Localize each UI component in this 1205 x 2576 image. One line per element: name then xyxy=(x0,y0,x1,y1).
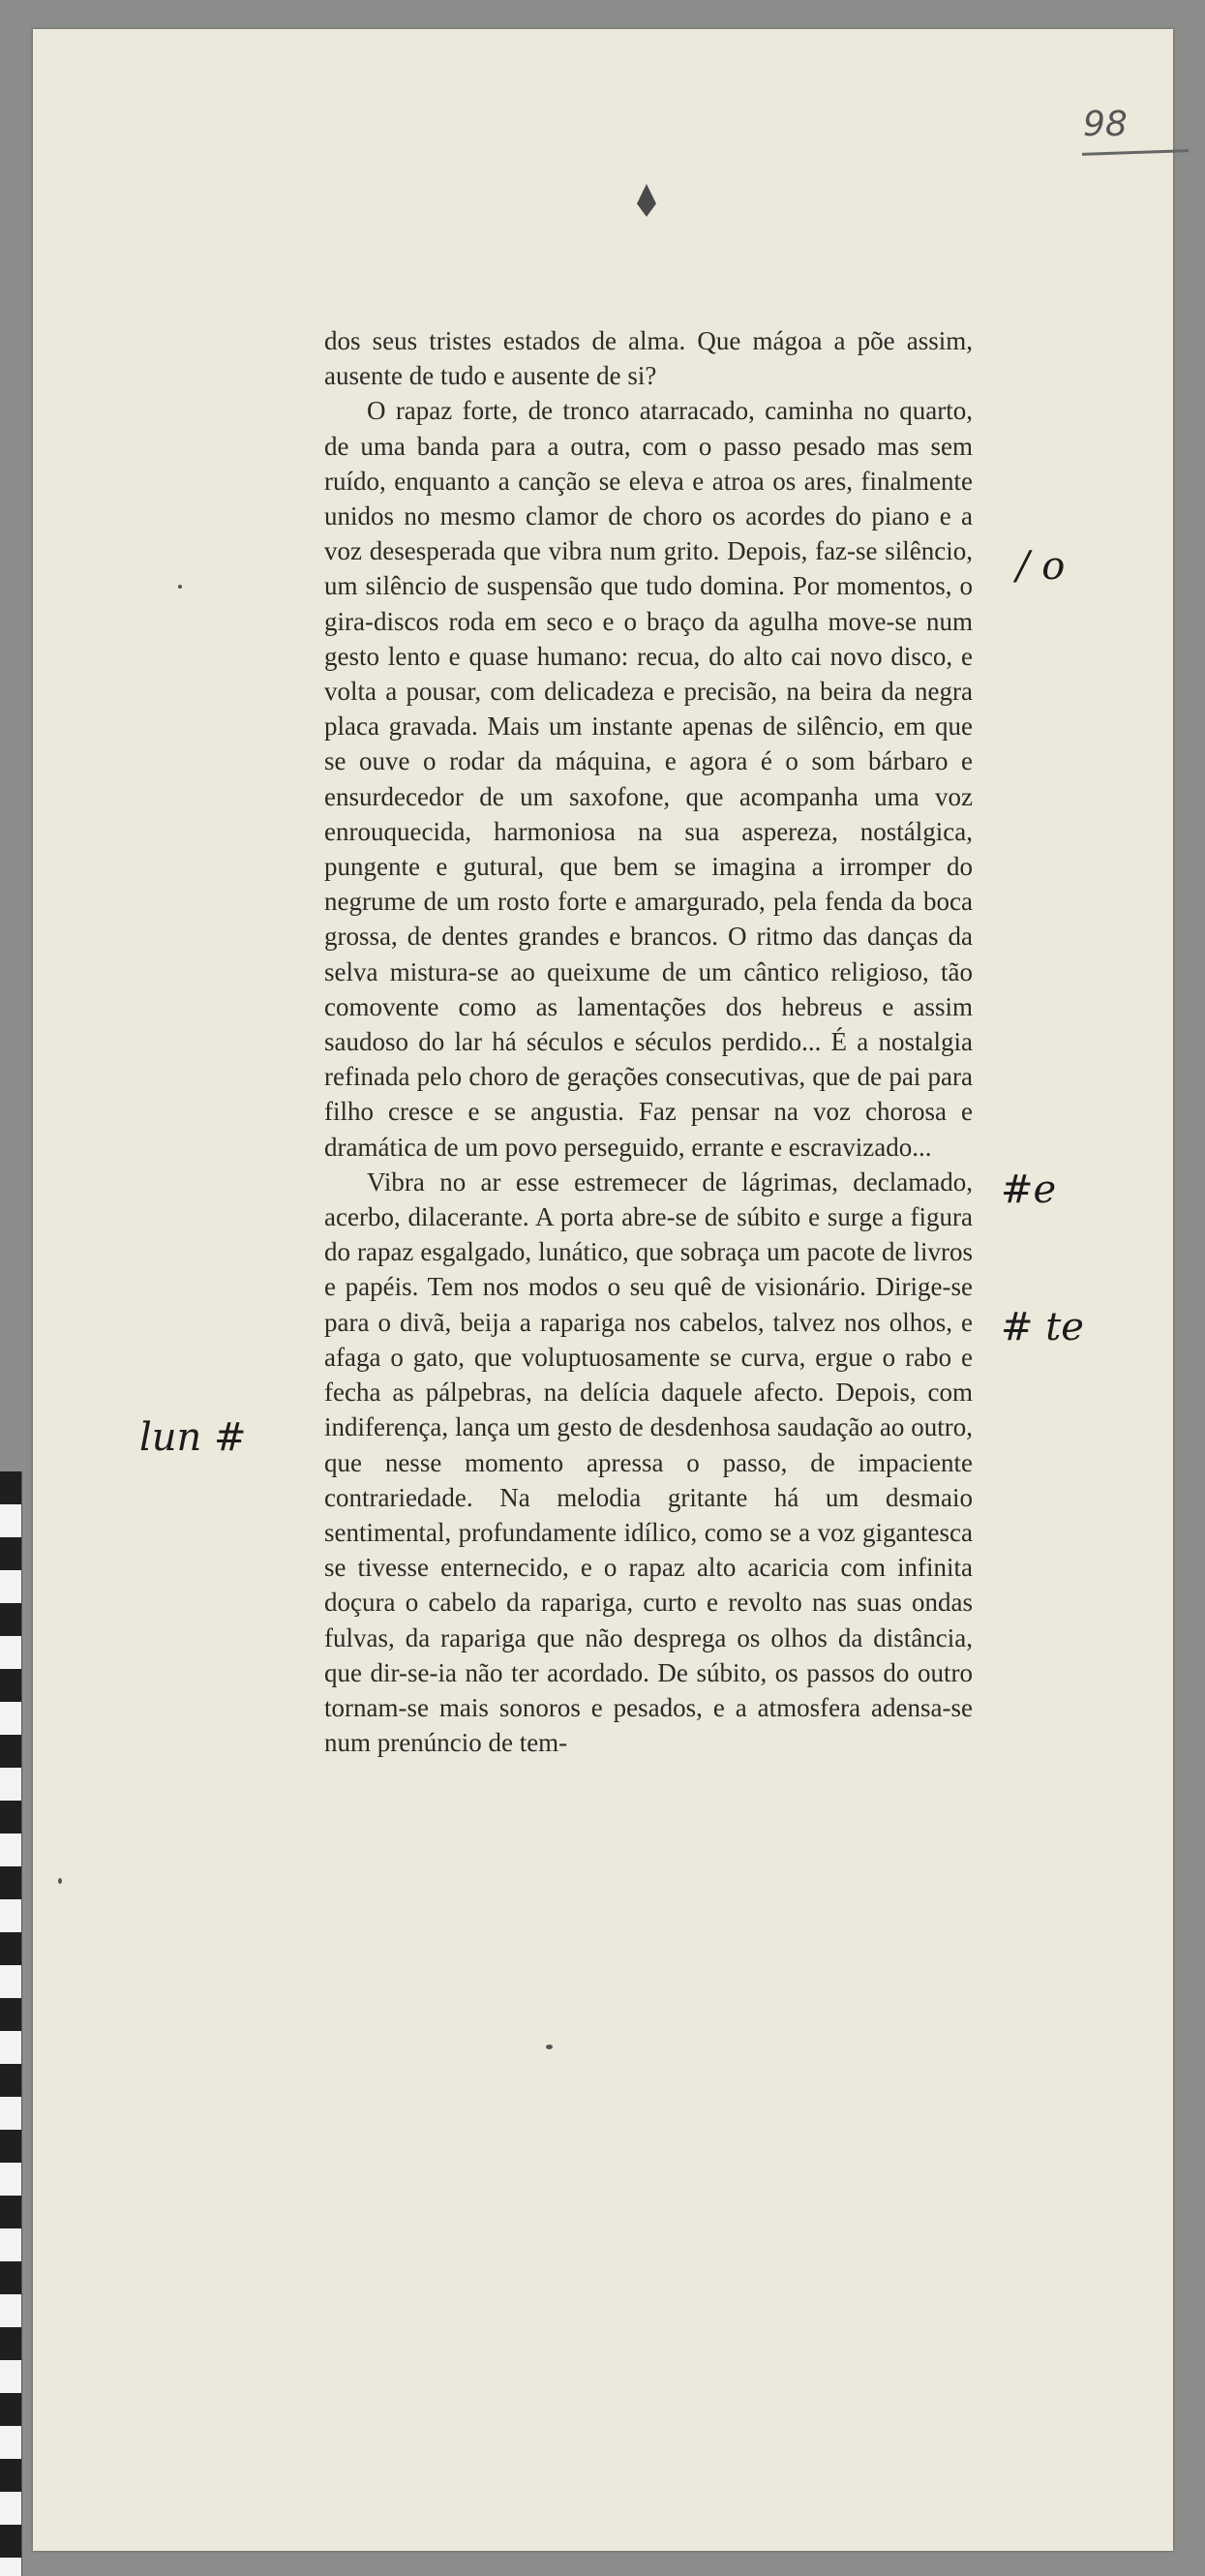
paragraph-1: dos seus tristes estados de alma. Que mágoa a põe assim, ausente de tudo e ausente de si? xyxy=(324,326,973,391)
paper-speck xyxy=(178,585,182,589)
margin-note-2: #e xyxy=(1001,1167,1057,1212)
page-number-underline xyxy=(1082,149,1189,156)
page-number: 98 xyxy=(1083,105,1128,144)
paper-speck xyxy=(58,1878,62,1884)
paragraph-2: O rapaz forte, de tronco atarracado, caminha no quarto, de uma banda para a outra, com o passo pesado mas sem ruído, enquanto a canção se eleva e atroa os ares, finalmente unidos no mesmo clamor de choro os acordes do piano e a voz desesperada que vibra num grito. Depois, faz-se silêncio, um silêncio de suspensão que tudo domina. Por momentos, o gira-discos roda em seco e o braço da agulha move-se num gesto lento e quase humano: recua, do alto cai novo disco, e volta a pousar, com delicadeza e precisão, na beira da negra placa gravada. Mais um instante apenas de silêncio, em que se ouve o rodar da máquina, e agora é o som bárbaro e ensurdecedor de um saxofone, que acompanha uma voz enrouquecida, harmoniosa na sua aspereza, nostálgica, pungente e gutural, que bem se imagina a irromper do negrume de um rosto forte e amargurado, pela fenda da boca grossa, de dentes grandes e brancos. O ritmo das danças da selva mistura-se ao queixume de um cântico religioso, tão comovente como as lamentações dos hebreus e assim saudoso do lar há séculos e séculos perdido... É a nostalgia refinada pelo choro de gerações consecutivas, que de pai para filho cresce e se angustia. Faz pensar na voz chorosa e dramática de um povo perseguido, errante e escravizado... xyxy=(324,396,973,1162)
margin-note-4: lun # xyxy=(139,1415,247,1460)
document-page xyxy=(33,29,1173,2551)
margin-note-3: # te xyxy=(1001,1305,1084,1349)
punch-mark-icon xyxy=(637,184,656,217)
margin-note-1: / o xyxy=(1016,544,1066,589)
body-text xyxy=(324,323,973,1760)
paper-speck xyxy=(546,2045,553,2049)
scale-ruler xyxy=(0,1471,22,2576)
paragraph-3: Vibra no ar esse estremecer de lágrimas, declamado, acerbo, dilacerante. A porta abre-se de súbito e surge a figura do rapaz esgalgado, lunático, que sobraça um pacote de livros e papéis. Tem nos modos o seu quê de visionário. Dirige-se para o divã, beija a rapariga nos cabelos, talvez nos olhos, e afaga o gato, que voluptuosamente se curva, ergue o rabo e fecha as pálpebras, na delícia daquele afecto. Depois, com indiferença, lança um gesto de desdenhosa saudação ao outro, que nesse momento apressa o passo, de impaciente contrariedade. Na melodia gritante há um desmaio sentimental, profundamente idílico, como se a voz gigantesca se tivesse enternecido, e o rapaz alto acaricia com infinita doçura o cabelo da rapariga, curto e revolto nas suas ondas fulvas, da rapariga que não desprega os olhos da distância, que dir-se-ia não ter acordado. De súbito, os passos do outro tornam-se mais sonoros e pesados, e a atmosfera adensa-se num prenúncio de tem- xyxy=(324,1167,973,1758)
